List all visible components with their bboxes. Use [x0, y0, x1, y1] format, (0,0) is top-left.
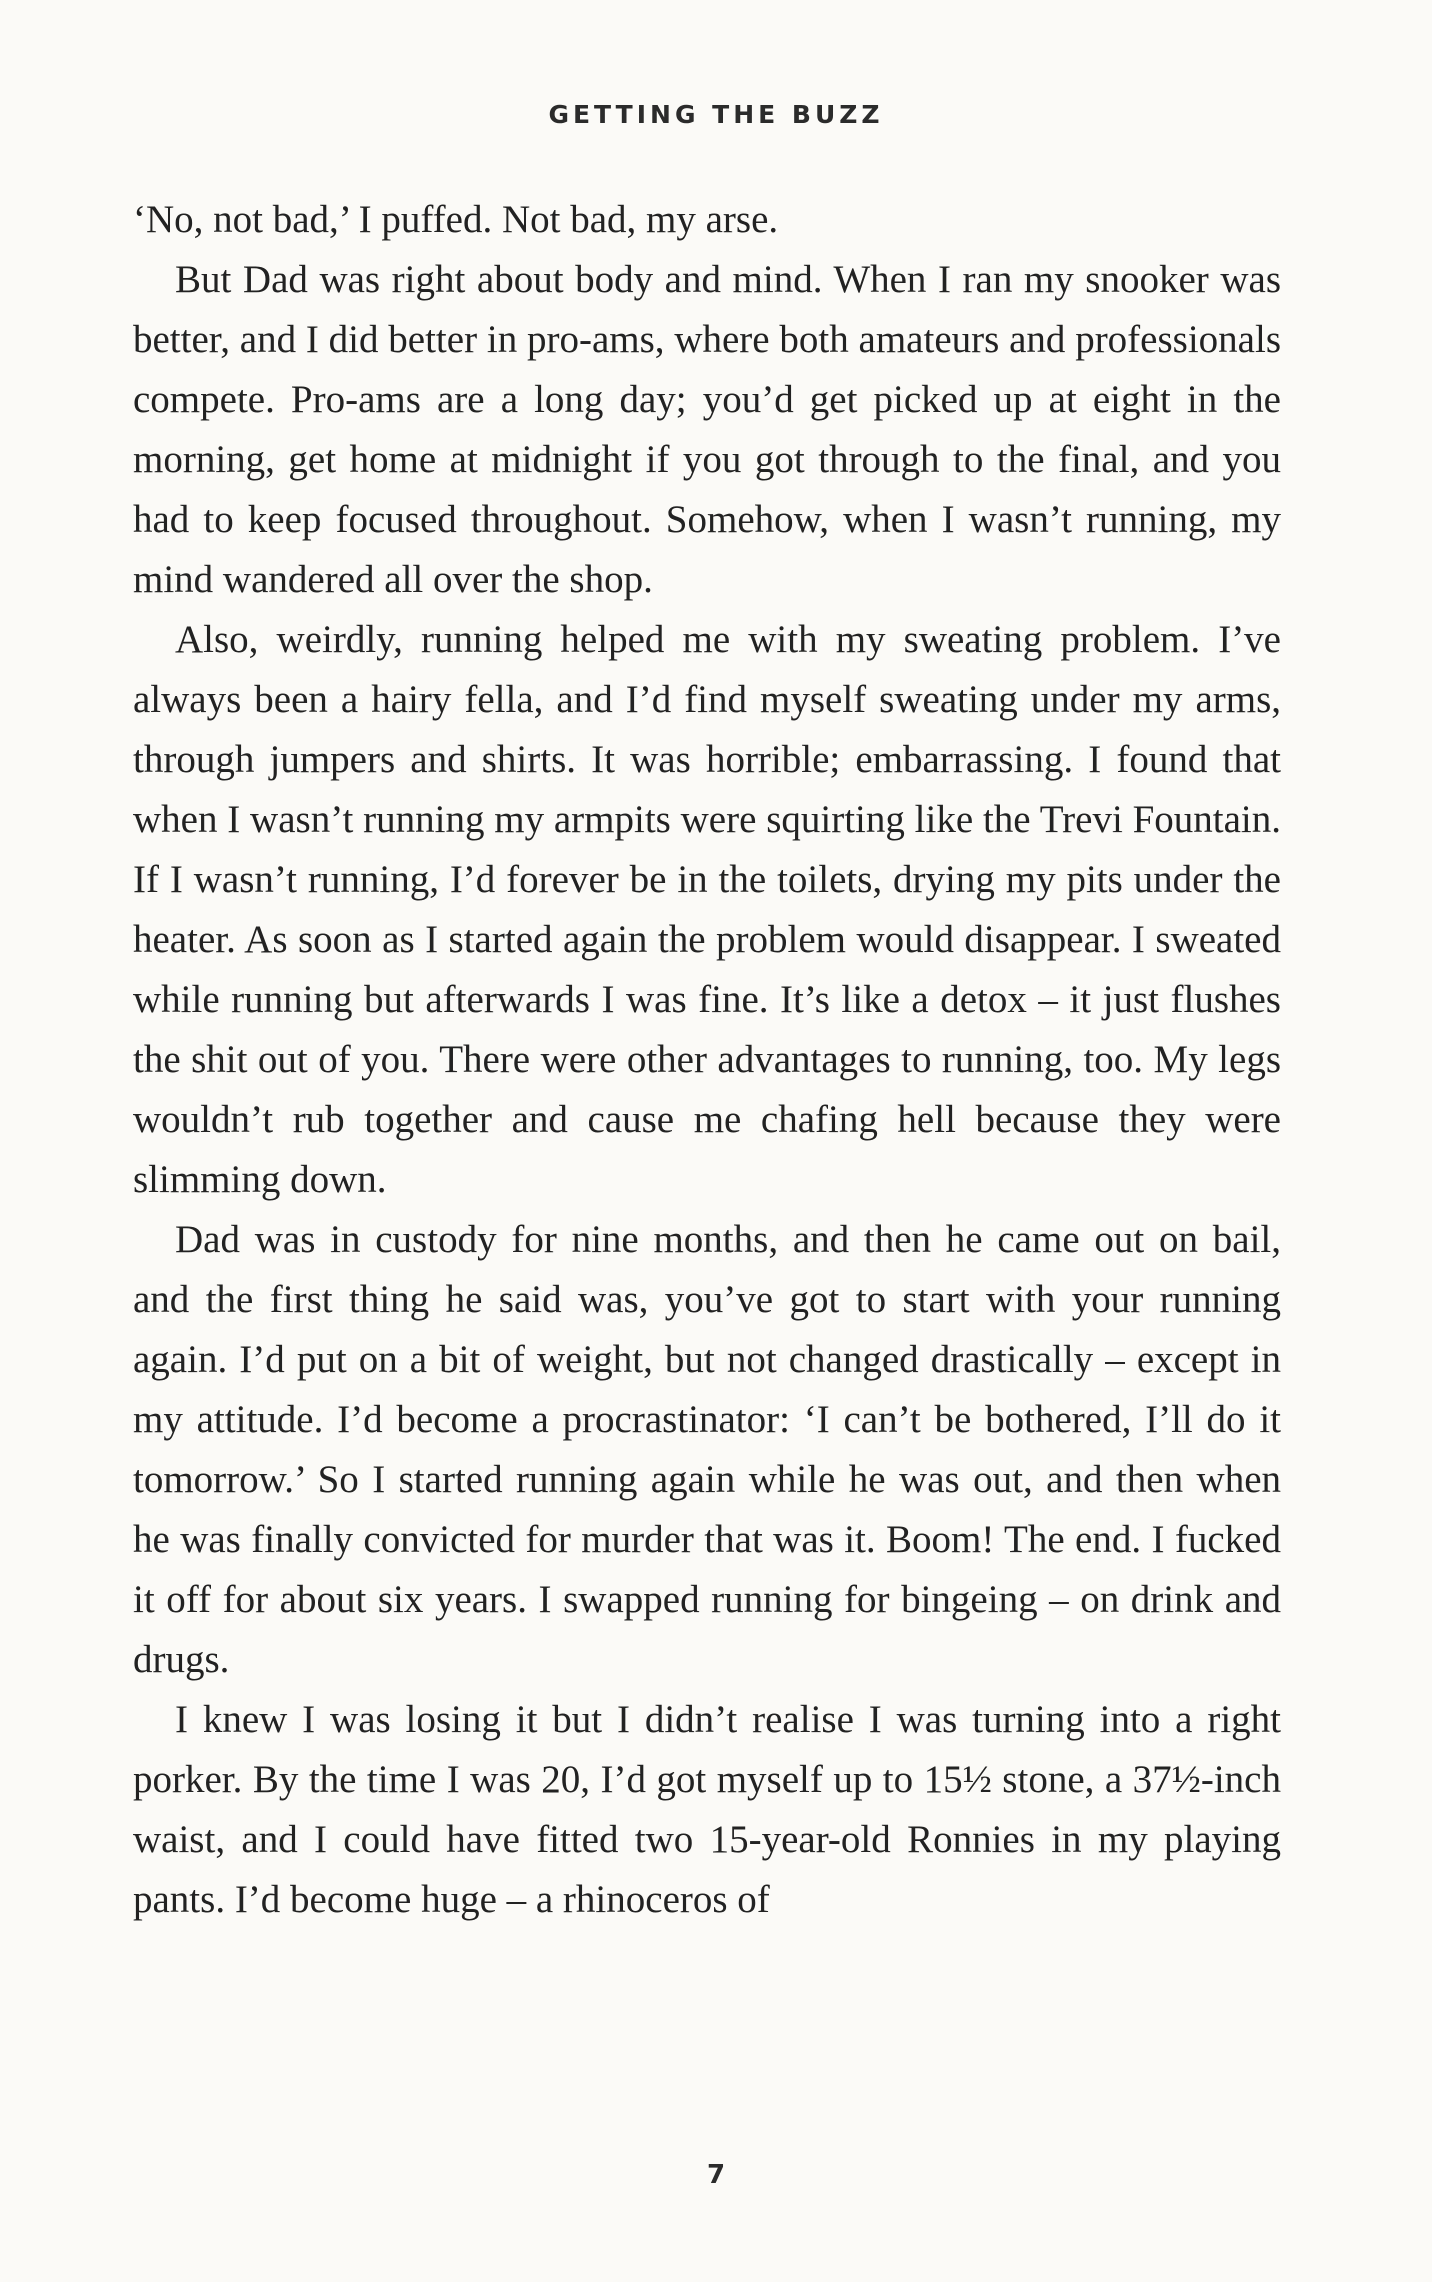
body-text — [133, 190, 1281, 1930]
paragraph: But Dad was right about body and mind. When I ran my snooker was better, and I did better in pro-ams, where both amateurs and professionals compete. Pro-ams are a long day; you’d get picked up at eight in the morning, get home at midnight if you got through to the final, and you had to keep focused throughout. Somehow, when I wasn’t running, my mind wandered all over the shop. — [133, 258, 1281, 601]
paragraph: Dad was in custody for nine months, and then he came out on bail, and the first thing he said was, you’ve got to start with your running again. I’d put on a bit of weight, but not changed drastically – except in my attitude. I’d become a procrastinator: ‘I can’t be bothered, I’ll do it tomorrow.’ So I started running again while he was out, and then when he was finally convicted for murder that was it. Boom! The end. I fucked it off for about six years. I swapped running for bingeing – on drink and drugs. — [133, 1218, 1281, 1681]
page-number: 7 — [706, 2160, 726, 2190]
paragraph: ‘No, not bad,’ I puffed. Not bad, my arse. — [133, 198, 779, 241]
paragraph: Also, weirdly, running helped me with my sweating problem. I’ve always been a hairy fella, and I’d find myself sweating under my arms, through jumpers and shirts. It was horrible; embarrassing. I found that when I wasn’t running my armpits were squirting like the Trevi Fountain. If I wasn’t running, I’d forever be in the toilets, drying my pits under the heater. As soon as I started again the problem would disappear. I sweated while running but afterwards I was fine. It’s like a detox – it just flushes the shit out of you. There were other advantages to running, too. My legs wouldn’t rub together and cause me chafing hell because they were slimming down. — [133, 618, 1281, 1201]
paragraph: I knew I was losing it but I didn’t realise I was turning into a right porker. By the time I was 20, I’d got myself up to 15½ stone, a 37½-inch waist, and I could have fitted two 15-year-old Ronnies in my playing pants. I’d become huge – a rhinoceros of — [133, 1698, 1281, 1921]
running-head: GETTING THE BUZZ — [548, 100, 884, 129]
